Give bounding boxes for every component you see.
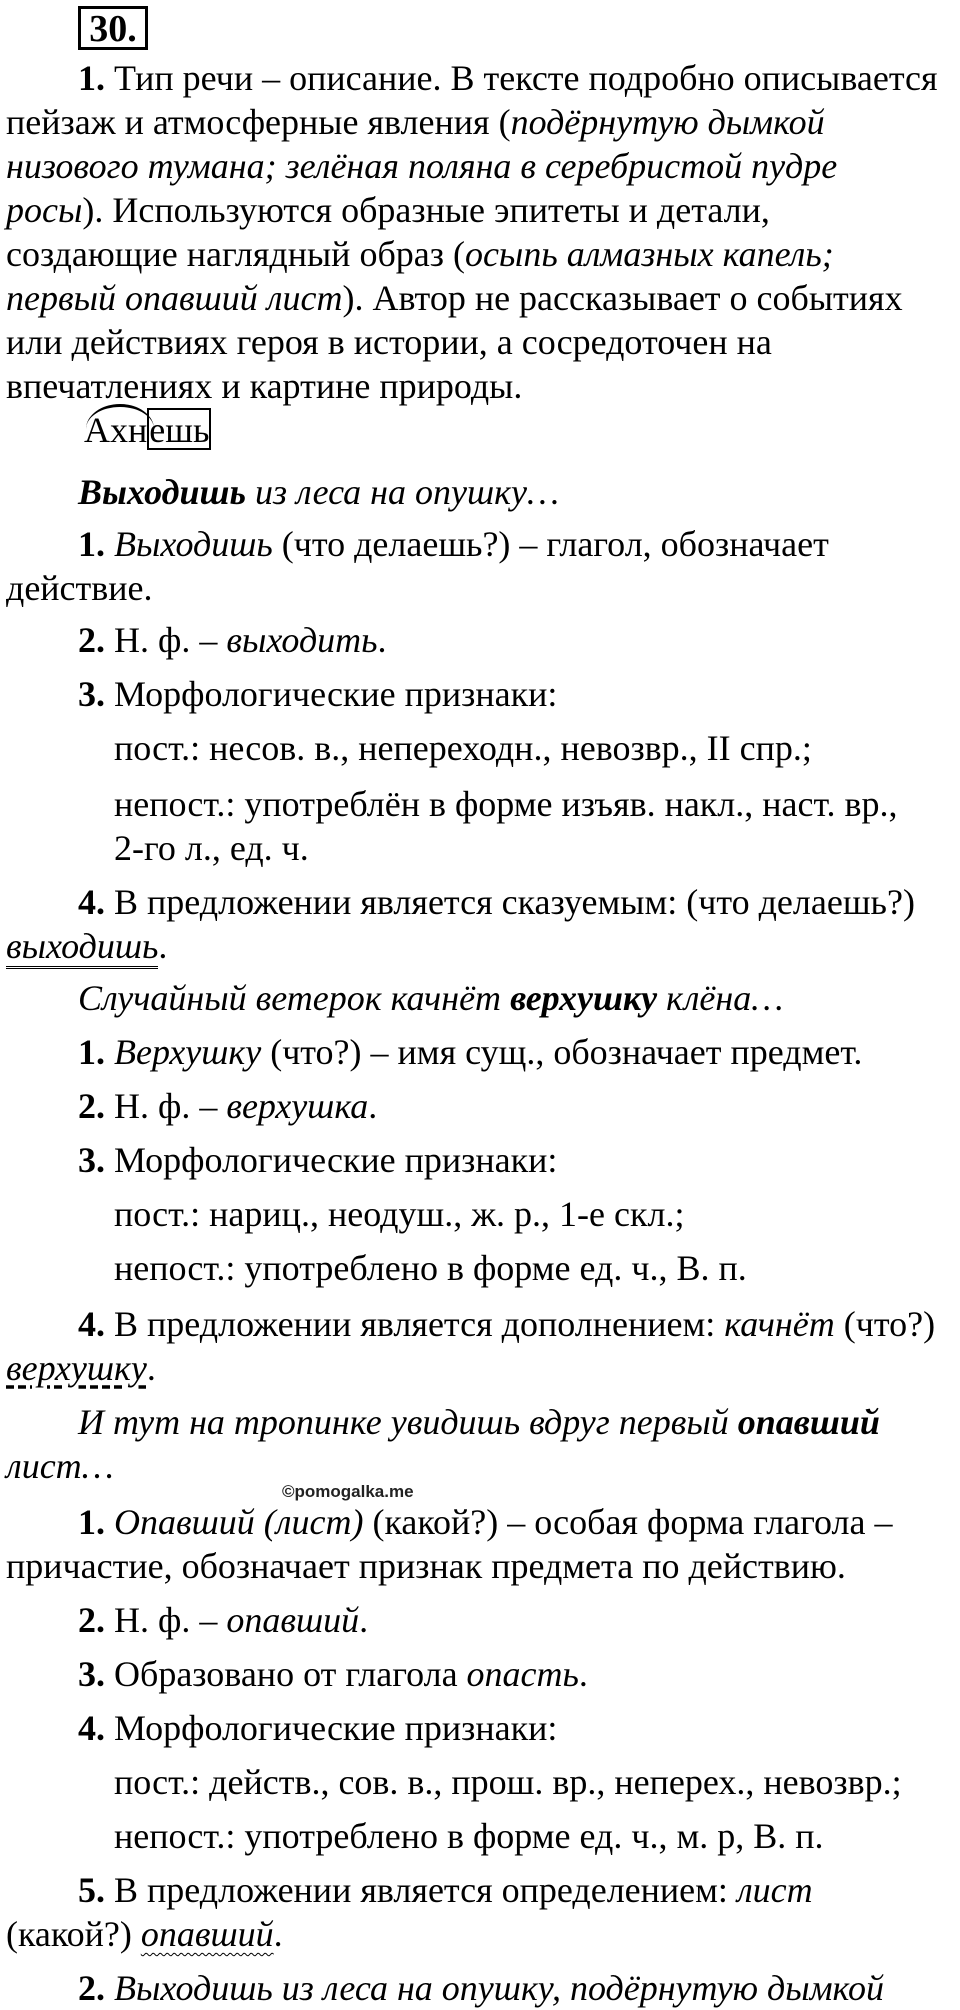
w3-word: Опавший (лист) (114, 1502, 364, 1542)
w1-item-4-cont (6, 924, 167, 968)
item-number: 3. (78, 1140, 105, 1180)
p1-quote: подёрнутую дымкой (510, 102, 825, 142)
p1-line-3 (6, 144, 837, 188)
p1-text: впечатлениях и картине природы. (6, 366, 523, 406)
w1-nepost-text: непост.: употреблён в форме изъяв. накл., наст. вр., (114, 784, 898, 824)
word-ending: ешь (149, 410, 210, 450)
w3-source-verb: опасть (466, 1654, 579, 1694)
w3-target-word: опавший (737, 1402, 880, 1442)
p1-quote: осыпь алмазных капель; (464, 234, 834, 274)
w1-item-text: (что делаешь?) – глагол, обозначает (272, 524, 829, 564)
w2-sentence (78, 976, 783, 1020)
w3-question: (какой?) (6, 1914, 141, 1954)
p1-text: ). Используются образные эпитеты и детали, (82, 190, 770, 230)
item-number: 1. (78, 1502, 105, 1542)
w2-item-4 (78, 1302, 935, 1346)
w2-sentence-text: Случайный ветерок качнёт (78, 978, 511, 1018)
w2-governing-verb: качнёт (724, 1304, 835, 1344)
w3-sentence-cont (6, 1444, 114, 1488)
w3-item-1 (78, 1500, 893, 1544)
p1-line-4 (6, 188, 770, 232)
w1-item-text: Н. ф. – (105, 620, 227, 660)
w3-item-5 (78, 1868, 813, 1912)
p1-text: Тип речи – описание. В тексте подробно описывается (105, 58, 938, 98)
w2-item-4-cont (6, 1346, 156, 1390)
w1-initial-form: выходить (226, 620, 378, 660)
w3-item-text: Морфологические признаки: (105, 1708, 558, 1748)
p1-line-5 (6, 232, 834, 276)
w3-initial-form: опавший (226, 1600, 360, 1640)
item-number: 1. (78, 524, 105, 564)
period: . (377, 620, 387, 660)
w1-target-word: Выходишь (78, 472, 246, 512)
w1-word: Выходишь (114, 524, 273, 564)
w1-item-text: действие. (6, 568, 153, 608)
w3-item-text: (какой?) – особая форма глагола – (363, 1502, 893, 1542)
w1-predicate-underlined: выходишь (6, 926, 158, 969)
period: . (578, 1654, 588, 1694)
w2-nepost-text: непост.: употреблено в форме ед. ч., В. п. (114, 1248, 747, 1288)
w3-sentence-text: лист… (6, 1446, 114, 1486)
p1-line-1 (78, 56, 938, 100)
item-number: 5. (78, 1870, 105, 1910)
p1-text: пейзаж и атмосферные явления ( (6, 102, 511, 142)
period: . (146, 1348, 156, 1388)
w1-item-4 (78, 880, 915, 924)
word-root: Ахн (84, 410, 148, 450)
w1-item-text: В предложении является сказуемым: (что делаешь?) (105, 882, 915, 922)
w3-nepost (114, 1814, 824, 1858)
w3-item-5-cont (6, 1912, 283, 1956)
root-arc-mark (86, 404, 154, 429)
item-number: 2. (78, 620, 105, 660)
period: . (158, 926, 168, 966)
p1-quote: низового тумана; зелёная поляна в серебристой пудре (6, 146, 838, 186)
w1-item-1 (78, 522, 829, 566)
w2-word: Верхушку (114, 1032, 262, 1072)
w3-item-text: причастие, обозначает признак предмета по действию. (6, 1546, 846, 1586)
w2-item-text: В предложении является дополнением: (105, 1304, 725, 1344)
p1-item-number: 1. (78, 58, 105, 98)
p1-quote: росы (6, 190, 83, 230)
w1-item-text: Морфологические признаки: (105, 674, 558, 714)
w1-nepost-text: 2-го л., ед. ч. (114, 828, 309, 868)
w2-post-text: пост.: нариц., неодуш., ж. р., 1-е скл.; (114, 1194, 685, 1234)
w1-sentence (78, 470, 559, 514)
watermark: ©pomogalka.me (282, 1482, 414, 1501)
item-number: 3. (78, 674, 105, 714)
w2-initial-form: верхушка (226, 1086, 369, 1126)
p1-line-2 (6, 100, 825, 144)
w1-nepost-1 (114, 782, 898, 826)
p2-text: Выходишь из леса на опушку, подёрнутую дымкой (114, 1968, 885, 2008)
item-number: 1. (78, 1032, 105, 1072)
w2-target-word: верхушку (510, 978, 658, 1018)
w2-item-text: (что?) – имя сущ., обозначает предмет. (261, 1032, 863, 1072)
w3-post (114, 1760, 902, 1804)
p2-line-1 (78, 1966, 884, 2010)
w3-item-4 (78, 1706, 557, 1750)
w2-nepost (114, 1246, 747, 1290)
w1-post (114, 726, 812, 770)
w3-sentence (78, 1400, 880, 1444)
exercise-number: 30. (78, 6, 148, 50)
w1-item-1-cont (6, 566, 153, 610)
w3-item-text: Н. ф. – (105, 1600, 227, 1640)
p1-line-8 (6, 364, 522, 408)
p1-text: ). Автор не рассказывает о событиях (342, 278, 903, 318)
p1-text: или действиях героя в истории, а сосредоточен на (6, 322, 772, 362)
item-number: 4. (78, 1708, 105, 1748)
w2-item-1 (78, 1030, 862, 1074)
w3-nepost-text: непост.: употреблено в форме ед. ч., м. р, В. п. (114, 1816, 824, 1856)
item-number: 3. (78, 1654, 105, 1694)
w3-item-text: В предложении является определением: (105, 1870, 737, 1910)
w2-item-text: Н. ф. – (105, 1086, 227, 1126)
item-number: 2. (78, 1600, 105, 1640)
w2-item-text: Морфологические признаки: (105, 1140, 558, 1180)
w2-post (114, 1192, 684, 1236)
period: . (359, 1600, 369, 1640)
w3-attribute-underlined: опавший (140, 1914, 274, 1954)
item-number: 4. (78, 1304, 105, 1344)
w2-sentence-text: клёна… (657, 978, 784, 1018)
w1-post-text: пост.: несов. в., непереходн., невозвр., II спр.; (114, 728, 812, 768)
w1-item-3 (78, 672, 557, 716)
item-number: 4. (78, 882, 105, 922)
w2-object-underlined: верхушку (6, 1348, 147, 1388)
p2-item-number: 2. (78, 1968, 105, 2008)
item-number: 2. (78, 1086, 105, 1126)
p1-text: создающие наглядный образ ( (6, 234, 465, 274)
w3-item-1-cont (6, 1544, 846, 1588)
w3-item-3 (78, 1652, 588, 1696)
w2-item-2 (78, 1084, 377, 1128)
p1-line-7 (6, 320, 772, 364)
p1-quote: первый опавший лист (6, 278, 343, 318)
word-morpheme-parse (84, 408, 211, 452)
w3-sentence-text: И тут на тропинке увидишь вдруг первый (78, 1402, 738, 1442)
w3-post-text: пост.: действ., сов. в., прош. вр., неперех., невозвр.; (114, 1762, 902, 1802)
period: . (368, 1086, 378, 1126)
w1-item-2 (78, 618, 387, 662)
w3-item-text: Образовано от глагола (105, 1654, 467, 1694)
w2-question: (что?) (834, 1304, 936, 1344)
period: . (273, 1914, 283, 1954)
p1-line-6 (6, 276, 903, 320)
w1-sentence-rest: из леса на опушку… (245, 472, 559, 512)
w3-noun: лист (736, 1870, 813, 1910)
w1-nepost-2 (114, 826, 309, 870)
w3-item-2 (78, 1598, 368, 1642)
w2-item-3 (78, 1138, 557, 1182)
